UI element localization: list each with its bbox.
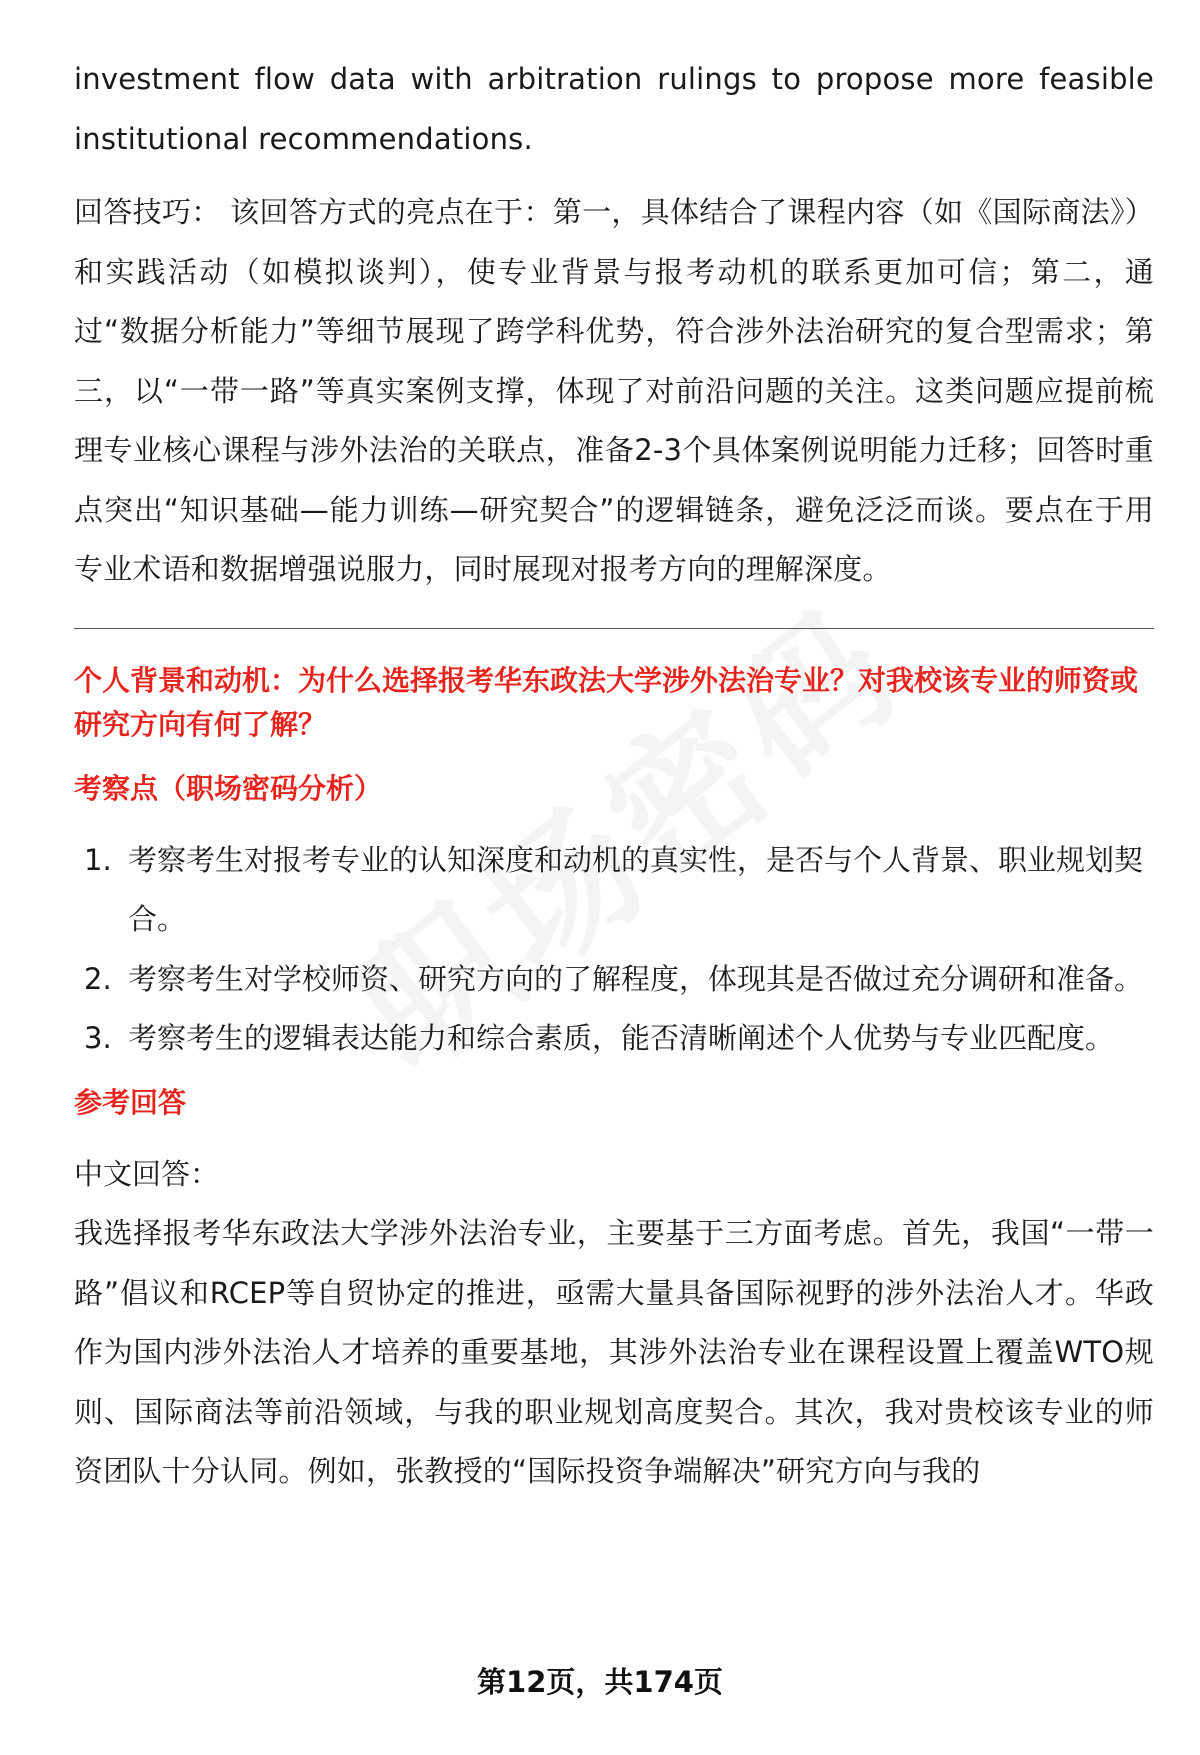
page-footer: 第12页，共174页 (477, 1665, 723, 1699)
list-text: 考察考生的逻辑表达能力和综合素质，能否清晰阐述个人优势与专业匹配度。 (128, 1021, 1115, 1055)
tips-paragraph: 回答技巧： 该回答方式的亮点在于：第一，具体结合了课程内容（如《国际商法》）和实践活动（如模拟谈判），使专业背景与报考动机的联系更加可信；第二，通过“数据分析能力”等细节展现了跨学科优势，符合涉外法治研究的复合型需求；第三，以“一带一路”等真实案例支撑，体现了对前沿问题的关注。这类问题应提前梳理专业核心课程与涉外法治的关联点，准备2-3个具体案例说明能力迁移；回答时重点突出“知识基础—能力训练—研究契合”的逻辑链条，避免泛泛而谈。要点在于用专业术语和数据增强说服力，同时展现对报考方向的理解深度。 (74, 195, 1154, 586)
answer-label: 中文回答： (74, 1156, 220, 1191)
list-number: 2. (84, 961, 112, 996)
list-text: 考察考生对学校师资、研究方向的了解程度，体现其是否做过充分调研和准备。 (128, 961, 1144, 996)
answer-paragraph: 我选择报考华东政法大学涉外法治专业，主要基于三方面考虑。首先，我国“一带一路”倡议和RCEP等自贸协定的推进，亟需大量具备国际视野的涉外法治人才。华政作为国内涉外法治人才培养的重要基地，其涉外法治专业在课程设置上覆盖WTO规则、国际商法等前沿领域，与我的职业规划高度契合。其次，我对贵校该专业的师资团队十分认同。例如，张教授的“国际投资争端解决”研究方向与我的 (74, 1216, 1154, 1488)
answer-heading: 参考回答 (74, 1085, 187, 1119)
list-number: 1. (84, 842, 112, 877)
list-item (74, 831, 1154, 950)
intro-paragraph: investment flow data with arbitration rulings to propose more feasible institutional recommendations. (74, 62, 1154, 156)
list-item (74, 950, 1154, 1010)
points-heading: 考察点（职场密码分析） (74, 771, 383, 805)
list-item (74, 1009, 1154, 1069)
document-page (74, 50, 1154, 1502)
section-divider (74, 628, 1154, 629)
list-text: 考察考生对报考专业的认知深度和动机的真实性，是否与个人背景、职业规划契合。 (128, 842, 1144, 936)
points-list (74, 831, 1154, 1069)
list-number: 3. (84, 1021, 112, 1055)
question-heading: 个人背景和动机：为什么选择报考华东政法大学涉外法治专业？对我校该专业的师资或研究方向有何了解？ (74, 663, 1139, 741)
